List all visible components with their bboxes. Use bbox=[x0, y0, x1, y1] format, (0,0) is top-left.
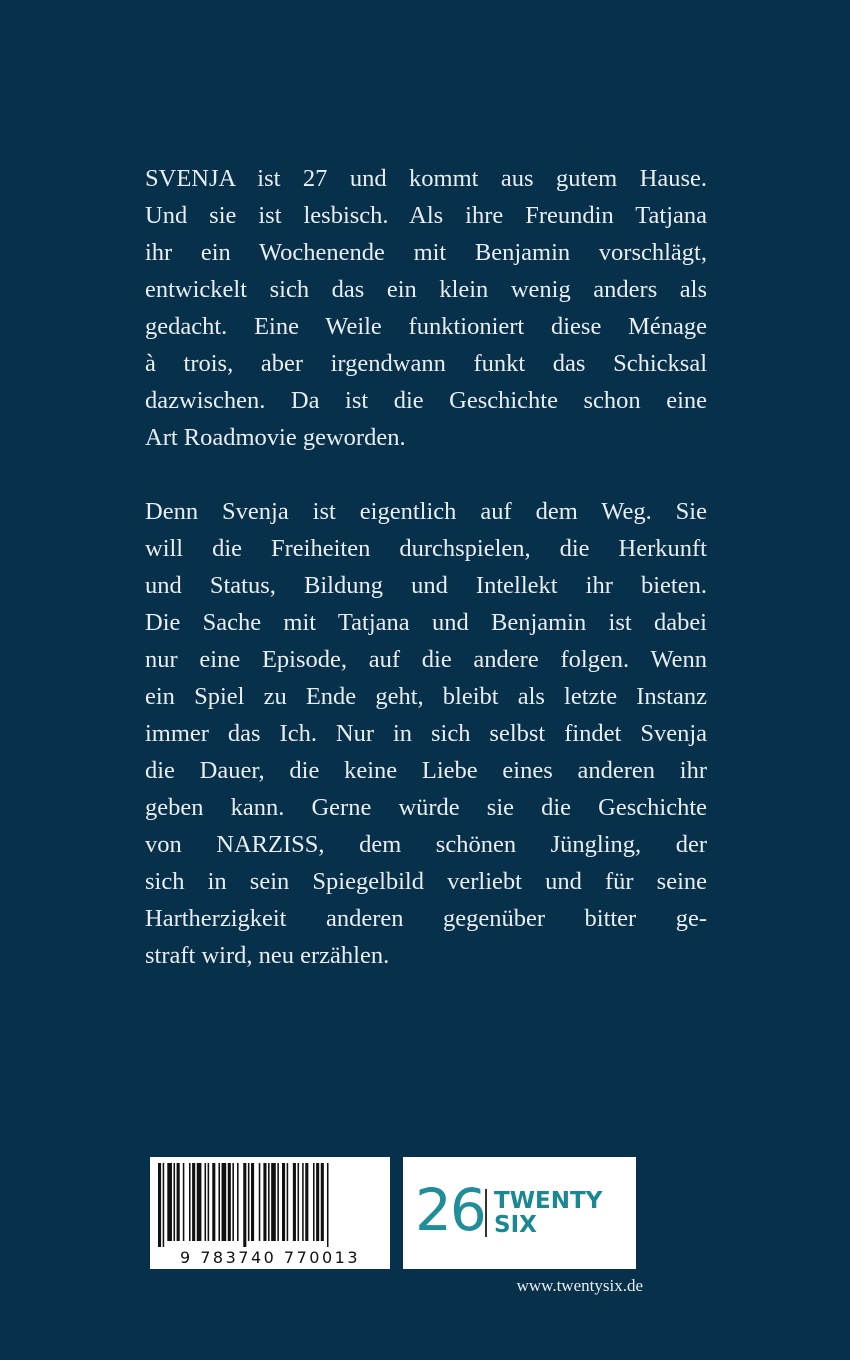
text-line: immer das Ich. Nur in sich selbst findet Svenja bbox=[145, 720, 707, 747]
text-line: geben kann. Gerne würde sie die Geschichte bbox=[145, 794, 707, 821]
logo-wordmark bbox=[494, 1189, 602, 1237]
isbn-number: 9 783740 770013 bbox=[179, 1248, 360, 1267]
logo-divider bbox=[485, 1189, 487, 1237]
blurb-paragraph-2 bbox=[145, 493, 707, 974]
text-line: sich in sein Spiegelbild verliebt und für seine bbox=[145, 868, 707, 895]
text-line: gedacht. Eine Weile funktioniert diese Ménage bbox=[145, 313, 707, 340]
text-line: die Dauer, die keine Liebe eines anderen ihr bbox=[145, 757, 707, 784]
back-cover-blurb bbox=[145, 160, 707, 974]
logo-number: 26 bbox=[415, 1176, 485, 1244]
barcode-bars-icon bbox=[156, 1163, 384, 1247]
text-line: will die Freiheiten durchspielen, die Herkunft bbox=[145, 535, 707, 562]
publisher-website[interactable]: www.twentysix.de bbox=[516, 1276, 643, 1295]
paragraph-spacer bbox=[145, 456, 707, 493]
text-line: ihr ein Wochenende mit Benjamin vorschlägt, bbox=[145, 239, 707, 266]
text-line: Art Roadmovie geworden. bbox=[145, 424, 406, 451]
text-line: Denn Svenja ist eigentlich auf dem Weg. Sie bbox=[145, 498, 707, 525]
text-line: entwickelt sich das ein klein wenig anders als bbox=[145, 276, 707, 303]
text-line: und Status, Bildung und Intellekt ihr bieten. bbox=[145, 572, 707, 599]
blurb-paragraph-1 bbox=[145, 160, 707, 456]
publisher-logo bbox=[403, 1157, 636, 1269]
text-line: von NARZISS, dem schönen Jüngling, der bbox=[145, 831, 707, 858]
logo-line-1: TWENTY bbox=[494, 1188, 603, 1214]
logo-line-2: SIX bbox=[494, 1212, 537, 1238]
text-line: SVENJA ist 27 und kommt aus gutem Hause. bbox=[145, 165, 707, 192]
text-line: Hartherzigkeit anderen gegenüber bitter ge- bbox=[145, 905, 707, 932]
text-line: Die Sache mit Tatjana und Benjamin ist dabei bbox=[145, 609, 707, 636]
text-line: Und sie ist lesbisch. Als ihre Freundin Tatjana bbox=[145, 202, 707, 229]
text-line: straft wird, neu erzählen. bbox=[145, 942, 390, 969]
text-line: nur eine Episode, auf die andere folgen. Wenn bbox=[145, 646, 707, 673]
text-line: dazwischen. Da ist die Geschichte schon eine bbox=[145, 387, 707, 414]
text-line: ein Spiel zu Ende geht, bleibt als letzte Instanz bbox=[145, 683, 707, 710]
text-line: à trois, aber irgendwann funkt das Schicksal bbox=[145, 350, 707, 377]
isbn-barcode bbox=[150, 1157, 390, 1269]
